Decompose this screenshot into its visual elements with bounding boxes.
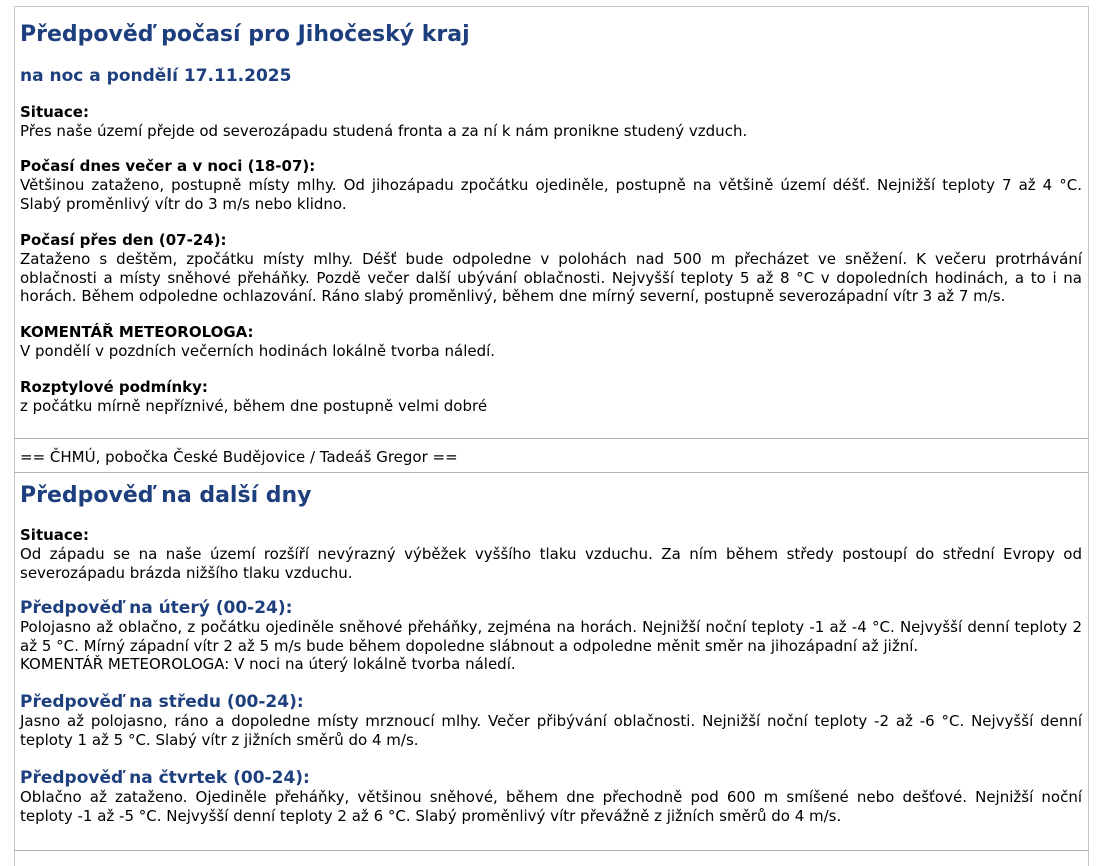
meteorologist-comment-section	[20, 323, 1082, 361]
thursday-forecast-section	[20, 768, 1082, 825]
evening-forecast-section	[20, 157, 1082, 213]
divider	[14, 850, 1089, 851]
tuesday-forecast-text: Polojasno až oblačno, z počátku ojediněle sněhové přeháňky, zejména na horách. Nejnižší noční teploty -1 až -4 °C. Nejvyšší denní teploty 2 až 5 °C. Mírný západní vítr 2 až 5 m/s bude během dopoledne slábnout a odpoledne měnit směr na jihozápadní až jižní.	[20, 618, 1082, 655]
next-days-title: Předpověď na další dny	[20, 483, 312, 508]
dispersion-section	[20, 378, 1082, 416]
page-title: Předpověď počasí pro Jihočeský kraj	[20, 22, 470, 47]
divider	[14, 438, 1089, 439]
next-days-situation-label: Situace:	[20, 526, 89, 544]
forecast-date-subtitle: na noc a pondělí 17.11.2025	[20, 66, 292, 86]
next-days-situation-text: Od západu se na naše území rozšíří nevýrazný výběžek vyššího tlaku vzduchu. Za ním během středy postoupí do střední Evropy od severozápadu brázda nižšího tlaku vzduchu.	[20, 545, 1082, 582]
thursday-forecast-label: Předpověď na čtvrtek (00-24):	[20, 768, 310, 788]
wednesday-forecast-text: Jasno až polojasno, ráno a dopoledne místy mrznoucí mlhy. Večer přibývání oblačnosti. Nejnižší noční teploty -2 až -6 °C. Nejvyšší denní teploty 1 až 5 °C. Slabý vítr z jižních směrů do 4 m/s.	[20, 712, 1082, 749]
divider	[14, 472, 1089, 473]
day-forecast-section	[20, 231, 1082, 306]
next-days-situation-section	[20, 526, 1082, 582]
wednesday-forecast-label: Předpověď na středu (00-24):	[20, 692, 304, 712]
signature-line: == ČHMÚ, pobočka České Budějovice / Tadeáš Gregor ==	[20, 448, 458, 466]
evening-forecast-text: Většinou zataženo, postupně místy mlhy. Od jihozápadu zpočátku ojediněle, postupně na většině území déšť. Nejnižší teploty 7 až 4 °C. Slabý proměnlivý vítr do 3 m/s nebo klidno.	[20, 176, 1082, 213]
today-situation-label: Situace:	[20, 103, 89, 121]
dispersion-text: z počátku mírně nepříznivé, během dne postupně velmi dobré	[20, 397, 488, 415]
tuesday-forecast-label: Předpověď na úterý (00-24):	[20, 598, 293, 618]
wednesday-forecast-section	[20, 692, 1082, 749]
today-situation-text: Přes naše území přejde od severozápadu studená fronta a za ní k nám pronikne studený vzduch.	[20, 122, 748, 140]
today-situation-section	[20, 103, 1082, 141]
meteorologist-comment-label: KOMENTÁŘ METEOROLOGA:	[20, 323, 254, 341]
dispersion-label: Rozptylové podmínky:	[20, 378, 208, 396]
tuesday-forecast-section	[20, 598, 1082, 674]
tuesday-comment-text: KOMENTÁŘ METEOROLOGA: V noci na úterý lokálně tvorba náledí.	[20, 655, 516, 673]
evening-forecast-label: Počasí dnes večer a v noci (18-07):	[20, 157, 316, 175]
thursday-forecast-text: Oblačno až zataženo. Ojediněle přeháňky, většinou sněhové, během dne přechodně pod 600 m smíšené nebo dešťové. Nejnižší noční teploty -1 až -5 °C. Nejvyšší denní teploty 2 až 6 °C. Slabý proměnlivý vítr převážně z jižních směrů do 4 m/s.	[20, 788, 1082, 825]
day-forecast-text: Zataženo s deštěm, zpočátku místy mlhy. Déšť bude odpoledne v polohách nad 500 m přecházet ve sněžení. K večeru protrhávání oblačnosti a místy sněhové přeháňky. Pozdě večer další ubývání oblačnosti. Nejvyšší teploty 5 až 8 °C v dopoledních hodinách, a to i na horách. Během odpoledne ochlazování. Ráno slabý proměnlivý, během dne mírný severní, postupně severozápadní vítr 3 až 7 m/s.	[20, 250, 1082, 305]
day-forecast-label: Počasí přes den (07-24):	[20, 231, 227, 249]
meteorologist-comment-text: V pondělí v pozdních večerních hodinách lokálně tvorba náledí.	[20, 342, 496, 360]
